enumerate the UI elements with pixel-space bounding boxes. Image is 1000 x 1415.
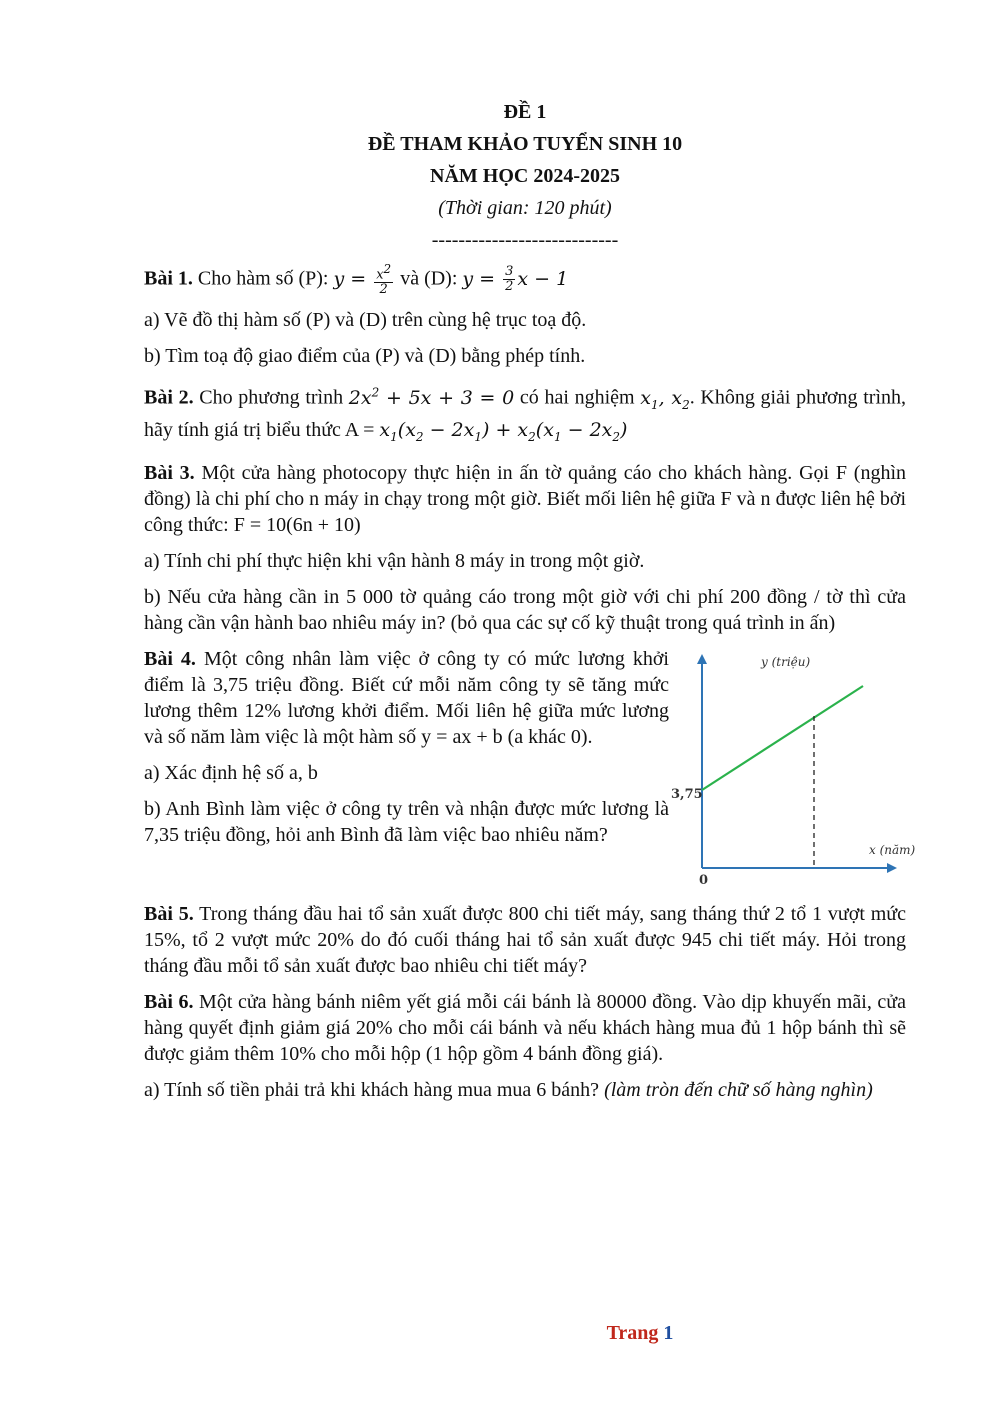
time-limit: (Thời gian: 120 phút) — [438, 197, 612, 219]
problem-6: Bài 6. Một cửa hàng bánh niêm yết giá mỗi cái bánh là 80000 đồng. Vào dịp khuyến mãi, cửa hàng quyết định giảm giá 20% cho mỗi cái bánh và nếu khách hàng mua đủ 1 hộp bánh thì sẽ được giảm thêm 10% cho mỗi hộp (1 hộp gồm 4 bánh đồng giá). — [144, 991, 906, 1066]
problem-5: Bài 5. Trong tháng đầu hai tổ sản xuất được 800 chi tiết máy, sang tháng thứ 2 tổ 1 vượt mức 15%, tổ 2 vượt mức 20% do đó cuối tháng hai tổ sản xuất được 945 chi tiết máy. Hỏi trong tháng đầu mỗi tổ sản xuất được bao nhiêu chi tiết máy? — [144, 903, 906, 978]
problem-5-label: Bài 5. — [144, 903, 194, 926]
rounding-note: (làm tròn đến chữ số hàng nghìn) — [604, 1079, 873, 1102]
exam-title: ĐỀ THAM KHẢO TUYỂN SINH 10 — [367, 133, 683, 155]
problem-4b: b) Anh Bình làm việc ở công ty trên và nhận được mức lương là 7,35 triệu đồng, hỏi anh Bình đã làm việc bao nhiêu năm? — [144, 798, 669, 847]
problem-2-label: Bài 2. — [144, 386, 194, 409]
roots: $x_1$, $x_2$ — [640, 386, 690, 412]
problem-1-label: Bài 1. — [144, 267, 193, 290]
equation-parabola: y = $\frac{x^2}{2}$ — [333, 262, 392, 298]
problem-2: Bài 2. Cho phương trình $2x^2 + 5x + 3 = 0$ có hai nghiệm $x_1$, $x_2$. Không giải phương trình, hãy tính giá trị biểu thức $A = x_1(x_2 - 2x_1) + x_2(x_1 - 2x_2)$ — [144, 385, 907, 445]
problem-6a: a) Tính số tiền phải trả khi khách hàng mua mua 6 bánh? (làm tròn đến chữ số hàng nghìn) — [144, 1079, 873, 1102]
page-number: 1 — [663, 1322, 674, 1344]
problem-4-label: Bài 4. — [144, 648, 196, 671]
problem-4-block — [144, 646, 916, 891]
problem-3: Bài 3. Một cửa hàng photocopy thực hiện in ấn tờ quảng cáo cho khách hàng. Gọi F (nghìn đồng) là chi phí cho n máy in chạy trong một giờ. Biết mối liên hệ giữa F và n được liên hệ bởi công thức: F = 10(6n + 10) — [144, 462, 906, 537]
school-year: NĂM HỌC 2024-2025 — [430, 165, 620, 187]
document-page — [144, 96, 916, 1103]
problem-1a: a) Vẽ đồ thị hàm số (P) và (D) trên cùng hệ trục toạ độ. — [144, 309, 587, 332]
problem-3a: a) Tính chi phí thực hiện khi vận hành 8 máy in trong một giờ. — [144, 550, 645, 573]
origin-label: 0 — [699, 873, 709, 889]
quadratic-equation: $2x^2 + 5x + 3 = 0$ — [348, 385, 515, 409]
salary-graph-svg — [669, 646, 916, 889]
expression-a: $x_1(x_2 - 2x_1) + x_2(x_1 - 2x_2)$ — [379, 419, 628, 445]
y-axis-arrow — [697, 654, 707, 664]
problem-3-label: Bài 3. — [144, 462, 195, 485]
problem-4a: a) Xác định hệ số a, b — [144, 762, 318, 785]
separator-dashes: ---------------------------- — [431, 229, 619, 251]
problem-3b: b) Nếu cửa hàng cần in 5 000 tờ quảng cáo trong một giờ với chi phí 200 đồng / tờ thì cửa hàng cần vận hành bao nhiêu máy in? (bỏ qua các sự cố kỹ thuật trong quá trình in ấn) — [144, 586, 906, 635]
y-tick-label: 3,75 — [671, 787, 703, 803]
problem-4: Bài 4. Một công nhân làm việc ở công ty có mức lương khởi điểm là 3,75 triệu đồng. Biết cứ mỗi năm công ty sẽ tăng mức lương thêm 12% lương khởi điểm. Mối liên hệ giữa mức lương và số năm làm việc là một hàm số y = ax + b (a khác 0). — [144, 648, 669, 749]
problem-1: Bài 1. Cho hàm số (P): y = $\frac{x^2}{2}$ và (D): y = $\frac{3}{2}$ x − 1 — [144, 262, 569, 298]
problem-6-label: Bài 6. — [144, 991, 194, 1014]
equation-line: y = $\frac{3}{2}$ x − 1 — [462, 264, 569, 295]
y-axis-label: y (triệu) — [761, 655, 811, 670]
x-axis-arrow — [887, 863, 897, 873]
salary-line — [702, 686, 863, 790]
problem-4-text — [144, 646, 669, 891]
x-axis-label: x (năm) — [869, 843, 916, 858]
page-label: Trang — [606, 1322, 664, 1344]
exam-number: ĐỀ 1 — [503, 101, 547, 123]
page-footer — [0, 1322, 1000, 1345]
salary-graph — [669, 646, 916, 891]
problem-1b: b) Tìm toạ độ giao điểm của (P) và (D) bằng phép tính. — [144, 345, 586, 368]
